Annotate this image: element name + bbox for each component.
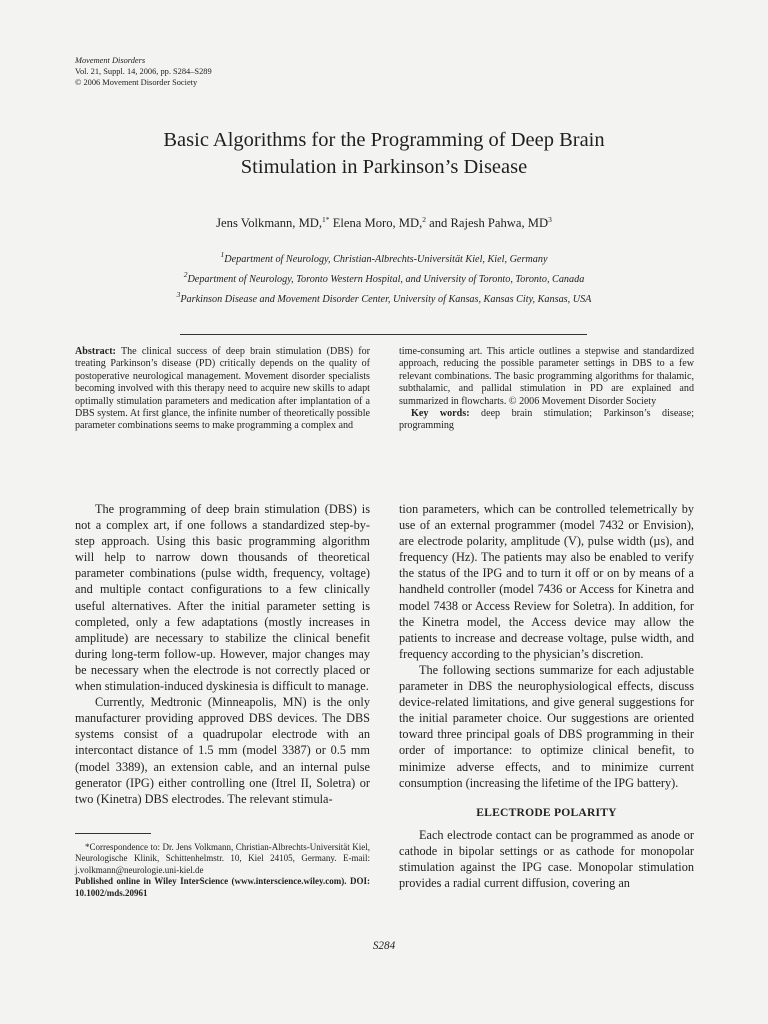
- body-paragraph: Each electrode contact can be programmed as anode or cathode in bipolar settings or as cathode for monopolar stimulation against the IPG case. Monopolar stimulation provides a radial current diffusion, covering an: [399, 827, 694, 891]
- author-2: Elena Moro, MD,: [329, 216, 423, 230]
- title-line-1: Basic Algorithms for the Programming of Deep Brain: [163, 129, 605, 151]
- abstract-right-column: [399, 346, 694, 433]
- abstract-text-right: time-consuming art. This article outlines a stepwise and standardized approach, reducing the possible parameter settings in DBS to a few relevant combinations. The basic programming algorithms for thalamic, subthalamic, and pallidal stimulation in PD are explained and summarized in flowcharts. © 2006 Movement Disorder Society: [399, 346, 694, 407]
- author-1: Jens Volkmann, MD,: [216, 216, 323, 230]
- author-3-mark: 3: [548, 215, 552, 224]
- author-3: and Rajesh Pahwa, MD: [426, 216, 549, 230]
- affiliation-2-num: 2: [183, 270, 188, 279]
- journal-name: Movement Disorders: [75, 56, 146, 65]
- body-paragraph: The programming of deep brain stimulation (DBS) is not a complex art, if one follows a standardized step-by-step approach. Using this basic programming algorithm will help to narrow down thousands of theoretical parameter combinations (pulse width, frequency, voltage) and multiple contact configurations to a few clinically useful alternatives. After the initial parameter setting is completed, only a few adaptations (mostly increases in amplitude) are necessary to stabilize the clinical benefit during long-term follow-up. However, major changes may be necessary when the electrode is not correctly placed or when stimulation-induced dyskinesia is difficult to manage.: [75, 502, 370, 694]
- footnote-published: Published online in Wiley InterScience (www.interscience.wiley.com). DOI: 10.1002/mds.20961: [75, 876, 370, 898]
- abstract-text-left: The clinical success of deep brain stimulation (DBS) for treating Parkinson’s disease (PD) critically depends on the quality of postoperative neurological management. Movement disorder specialists becoming involved with this therapy need to acquire new skills to adapt optimally stimulation parameters and medication after implantation of a DBS system. At first glance, the infinite number of theoretically possible parameter combinations seems to make programming a complex and: [75, 346, 370, 432]
- author-1-mark: 1*: [322, 215, 330, 224]
- journal-header: [75, 55, 375, 88]
- author-list: [60, 215, 708, 231]
- keywords-label: Key words:: [411, 408, 470, 420]
- affiliation-1-num: 1: [220, 250, 225, 259]
- affiliation-2: [60, 267, 708, 287]
- keywords: [399, 408, 694, 433]
- keywords-text: deep brain stimulation; Parkinson’s disease; programming: [399, 408, 695, 432]
- title-line-2: Stimulation in Parkinson’s Disease: [240, 156, 528, 178]
- affiliation-1-text: Department of Neurology, Christian-Albrechts-Universität Kiel, Kiel, Germany: [224, 254, 548, 265]
- footnote-divider: [75, 833, 151, 834]
- journal-volume: Vol. 21, Suppl. 14, 2006, pp. S284–S289: [75, 67, 212, 76]
- affiliation-3: [60, 287, 708, 307]
- affiliations: [60, 247, 708, 307]
- affiliation-1: [60, 247, 708, 267]
- body-paragraph: The following sections summarize for each adjustable parameter in DBS the neurophysiological effects, discuss device-related limitations, and give general suggestions for the initial parameter choice. Our suggestions are oriented toward three principal goals of DBS programming in their order of importance: to optimize clinical benefit, to minimize adverse effects, and to minimize current consumption (increasing the lifetime of the IPG battery).: [399, 662, 694, 790]
- footnote-text: *Correspondence to: Dr. Jens Volkmann, Christian-Albrechts-Universität Kiel, Neurologische Klinik, Schittenhelmstr. 10, Kiel 24105, Germany. E-mail: j.volkmann@neurologie.uni-kiel.de: [75, 842, 370, 875]
- body-right-column: [399, 501, 694, 891]
- body-paragraph: tion parameters, which can be controlled telemetrically by use of an external programmer (model 7432 or Envision), are electrode polarity, amplitude (V), pulse width (µs), and frequency (Hz). The patients may also be enabled to verify the status of the IPG and to turn it off or on by means of a handheld controller (model 7436 or Access for Kinetra and model 7438 or Access Review for Soletra). In addition, for the Kinetra model, the Access device may allow the patients to increase and decrease voltage, pulse width, and frequency according to the physician’s discretion.: [399, 502, 694, 661]
- body-paragraph: Currently, Medtronic (Minneapolis, MN) is the only manufacturer providing approved DBS devices. The DBS systems consist of a quadrupolar electrode with an intercontact distance of 1.5 mm (model 3387) or 0.5 mm (model 3389), an extension cable, and an internal pulse generator (IPG) either controlling one (Itrel II, Soletra) or two (Kinetra) DBS electrodes. The relevant stimula-: [75, 695, 370, 806]
- page-number: S284: [372, 940, 396, 952]
- body-left-column: [75, 501, 370, 807]
- correspondence-footnote: [75, 842, 370, 899]
- affiliation-2-text: Department of Neurology, Toronto Western Hospital, and University of Toronto, Toronto, Canada: [187, 274, 585, 285]
- abstract-label: Abstract:: [75, 346, 116, 357]
- section-heading: ELECTRODE POLARITY: [476, 805, 617, 819]
- affiliation-3-num: 3: [176, 290, 181, 299]
- abstract-left-column: [75, 346, 370, 433]
- affiliation-3-text: Parkinson Disease and Movement Disorder Center, University of Kansas, Kansas City, Kansas, USA: [180, 294, 592, 305]
- journal-copyright: © 2006 Movement Disorder Society: [75, 78, 198, 87]
- paper-title: [60, 127, 708, 181]
- abstract-divider: [180, 334, 587, 335]
- author-2-mark: 2: [422, 215, 426, 224]
